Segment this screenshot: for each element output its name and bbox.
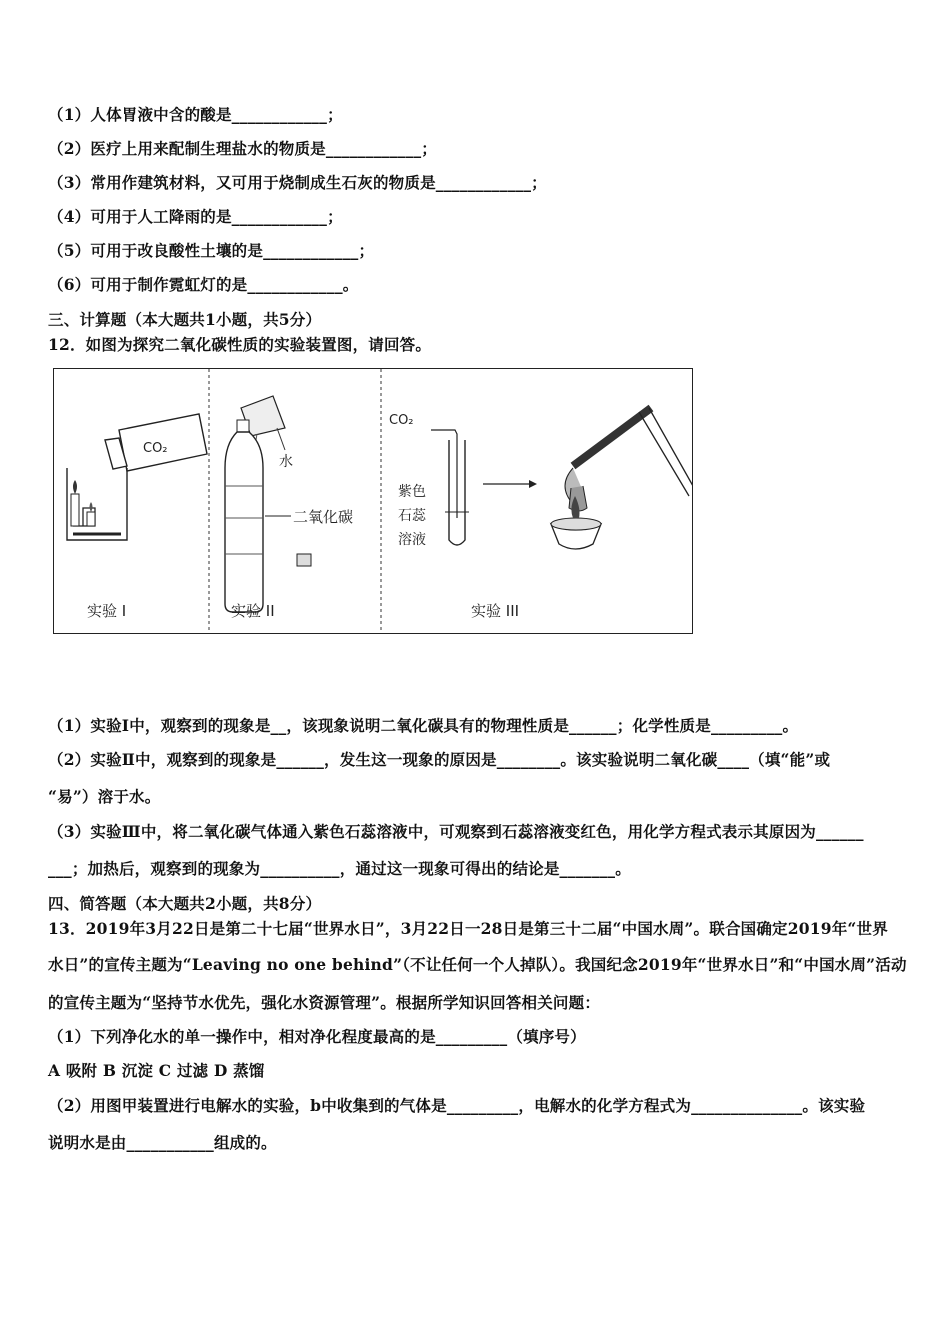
q11-item-4: （4）可用于人工降雨的是____________； bbox=[48, 207, 343, 226]
q12-part-1: （1）实验Ⅰ中，观察到的现象是__，该现象说明二氧化碳具有的物理性质是______；化学性质是_________。 bbox=[48, 716, 799, 735]
experiment-2-label: 实验 II bbox=[231, 602, 275, 620]
experiment-figure bbox=[53, 368, 693, 634]
q13-part-1: （1）下列净化水的单一操作中，相对净化程度最高的是_________（填序号） bbox=[48, 1027, 586, 1046]
q13-options: A 吸附 B 沉淀 C 过滤 D 蒸馏 bbox=[48, 1061, 265, 1080]
litmus-label-1: 紫色 bbox=[398, 484, 426, 500]
q12-part-3: （3）实验Ⅲ中，将二氧化碳气体通入紫色石蕊溶液中，可观察到石蕊溶液变红色，用化学方程式表示其原因为______ bbox=[48, 822, 864, 841]
section-3-heading: 三、计算题（本大题共1小题，共5分） bbox=[48, 310, 322, 329]
q13-part-2-cont: 说明水是由___________组成的。 bbox=[48, 1133, 277, 1152]
litmus-label-3: 溶液 bbox=[398, 532, 426, 548]
co2-gas-label: CO₂ bbox=[389, 413, 414, 428]
q11-item-1: （1）人体胃液中含的酸是____________； bbox=[48, 105, 343, 124]
q13-part-2: （2）用图甲装置进行电解水的实验，b中收集到的气体是_________，电解水的化学方程式为______________。该实验 bbox=[48, 1096, 866, 1115]
bottle-cap bbox=[297, 554, 311, 566]
q13-line-3: 的宣传主题为“坚持节水优先，强化水资源管理”。根据所学知识回答相关问题： bbox=[48, 993, 601, 1012]
q11-item-6: （6）可用于制作霓虹灯的是____________。 bbox=[48, 275, 359, 294]
co2-bottle-label: CO₂ bbox=[143, 441, 168, 456]
q11-item-2: （2）医疗上用来配制生理盐水的物质是____________； bbox=[48, 139, 437, 158]
q12-part-2: （2）实验Ⅱ中，观察到的现象是______，发生这一现象的原因是________。该实验说明二氧化碳____（填“能”或 bbox=[48, 750, 831, 769]
experiment-3-label: 实验 III bbox=[471, 602, 520, 620]
litmus-label-2: 石蕊 bbox=[398, 508, 426, 524]
q12-stem: 12．如图为探究二氧化碳性质的实验装置图，请回答。 bbox=[48, 335, 432, 354]
q11-item-5: （5）可用于改良酸性土壤的是____________； bbox=[48, 241, 375, 260]
q12-part-3-cont: ___；加热后，观察到的现象为__________，通过这一现象可得出的结论是_______。 bbox=[48, 859, 631, 878]
water-label: 水 bbox=[279, 454, 293, 470]
q12-part-2-cont: “易”）溶于水。 bbox=[48, 787, 161, 806]
experiment-diagram bbox=[53, 368, 693, 634]
q13-line-1: 13．2019年3月22日是第二十七届“世界水日”，3月22日一28日是第三十二届“中国水周”。联合国确定2019年“世界 bbox=[48, 919, 888, 938]
q13-line-2: 水日”的宣传主题为“Leaving no one behind”（不让任何一个人掉队）。我国纪念2019年“世界水日”和“中国水周”活动 bbox=[48, 955, 907, 974]
section-4-heading: 四、简答题（本大题共2小题，共8分） bbox=[48, 894, 322, 913]
carbon-dioxide-label: 二氧化碳 bbox=[293, 508, 354, 526]
q11-item-3: （3）常用作建筑材料，又可用于烧制成生石灰的物质是____________； bbox=[48, 173, 547, 192]
experiment-1-label: 实验 I bbox=[87, 602, 127, 620]
